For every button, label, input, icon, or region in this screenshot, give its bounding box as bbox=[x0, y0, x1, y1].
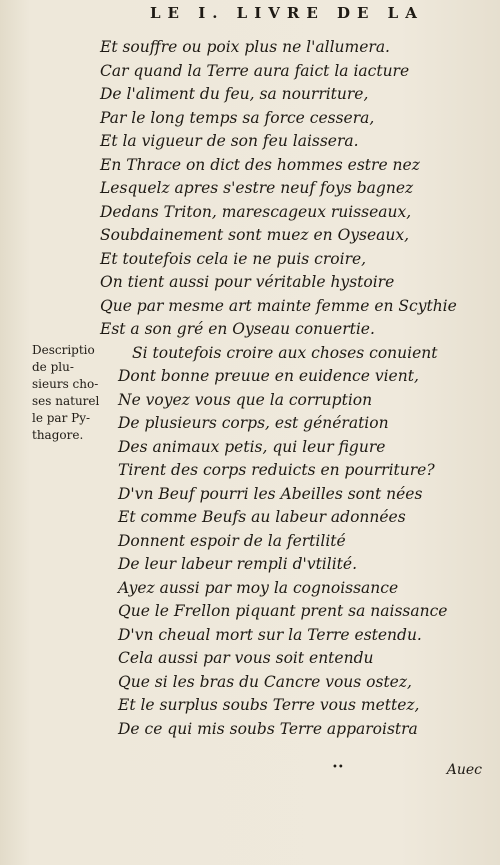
verse-line: Si toutefois croire aux choses conuient bbox=[132, 343, 438, 362]
verse-block bbox=[100, 36, 485, 741]
verse-line: Ayez aussi par moy la cognoissance bbox=[118, 578, 399, 597]
ink-specks: •• bbox=[332, 762, 344, 773]
verse-line: De plusieurs corps, est génération bbox=[118, 414, 389, 432]
verse-line: Et toutefois cela ie ne puis croire, bbox=[100, 249, 367, 268]
margin-note-line: le par Py- bbox=[32, 411, 91, 425]
verse-line: Dedans Triton, marescageux ruisseaux, bbox=[100, 202, 412, 221]
verse-line: Par le long temps sa force cessera, bbox=[100, 108, 375, 127]
verse-line: D'vn Beuf pourri les Abeilles sont nées bbox=[118, 484, 423, 503]
margin-note-line: Descriptio bbox=[32, 343, 95, 357]
verse-line: Car quand la Terre aura faict la iacture bbox=[100, 61, 410, 80]
running-header: LE I. LIVRE DE LA bbox=[150, 4, 424, 22]
catchword: Auec bbox=[446, 762, 482, 778]
verse-line: Cela aussi par vous soit entendu bbox=[118, 649, 374, 667]
verse-line: Des animaux petis, qui leur figure bbox=[118, 437, 386, 456]
verse-line: De l'aliment du feu, sa nourriture, bbox=[100, 85, 369, 103]
verse-line: Que le Frellon piquant prent sa naissance bbox=[118, 602, 448, 620]
margin-note-line: thagore. bbox=[32, 428, 84, 442]
margin-note-line: de plu- bbox=[32, 360, 74, 374]
verse-line: Et la vigueur de son feu laissera. bbox=[100, 132, 359, 150]
margin-note-line: ses naturel bbox=[32, 394, 100, 408]
verse-line: Ne voyez vous que la corruption bbox=[118, 390, 373, 409]
verse-line: Lesquelz apres s'estre neuf foys bagnez bbox=[100, 179, 414, 197]
verse-line: On tient aussi pour véritable hystoire bbox=[100, 273, 395, 291]
verse-line: Et le surplus soubs Terre vous mettez, bbox=[118, 696, 420, 714]
verse-line: Est a son gré en Oyseau conuertie. bbox=[100, 320, 375, 338]
verse-line: Et comme Beufs au labeur adonnées bbox=[118, 508, 406, 526]
margin-note bbox=[32, 342, 112, 444]
verse-line: Dont bonne preuue en euidence vient, bbox=[118, 367, 419, 385]
verse-line: Que par mesme art mainte femme en Scythie bbox=[100, 296, 457, 315]
verse-line: D'vn cheual mort sur la Terre estendu. bbox=[118, 625, 422, 644]
verse-line: Tirent des corps reduicts en pourriture? bbox=[118, 461, 435, 479]
verse-line: En Thrace on dict des hommes estre nez bbox=[100, 155, 420, 174]
verse-line: Que si les bras du Cancre vous ostez, bbox=[118, 672, 412, 691]
verse-line: De leur labeur rempli d'vtilité. bbox=[118, 555, 358, 573]
verse-line: De ce qui mis soubs Terre apparoistra bbox=[118, 719, 418, 738]
verse-line: Donnent espoir de la fertilité bbox=[118, 531, 346, 550]
margin-note-line: sieurs cho- bbox=[32, 377, 99, 391]
verse-line: Soubdainement sont muez en Oyseaux, bbox=[100, 226, 410, 244]
verse-line: Et souffre ou poix plus ne l'allumera. bbox=[100, 38, 390, 56]
